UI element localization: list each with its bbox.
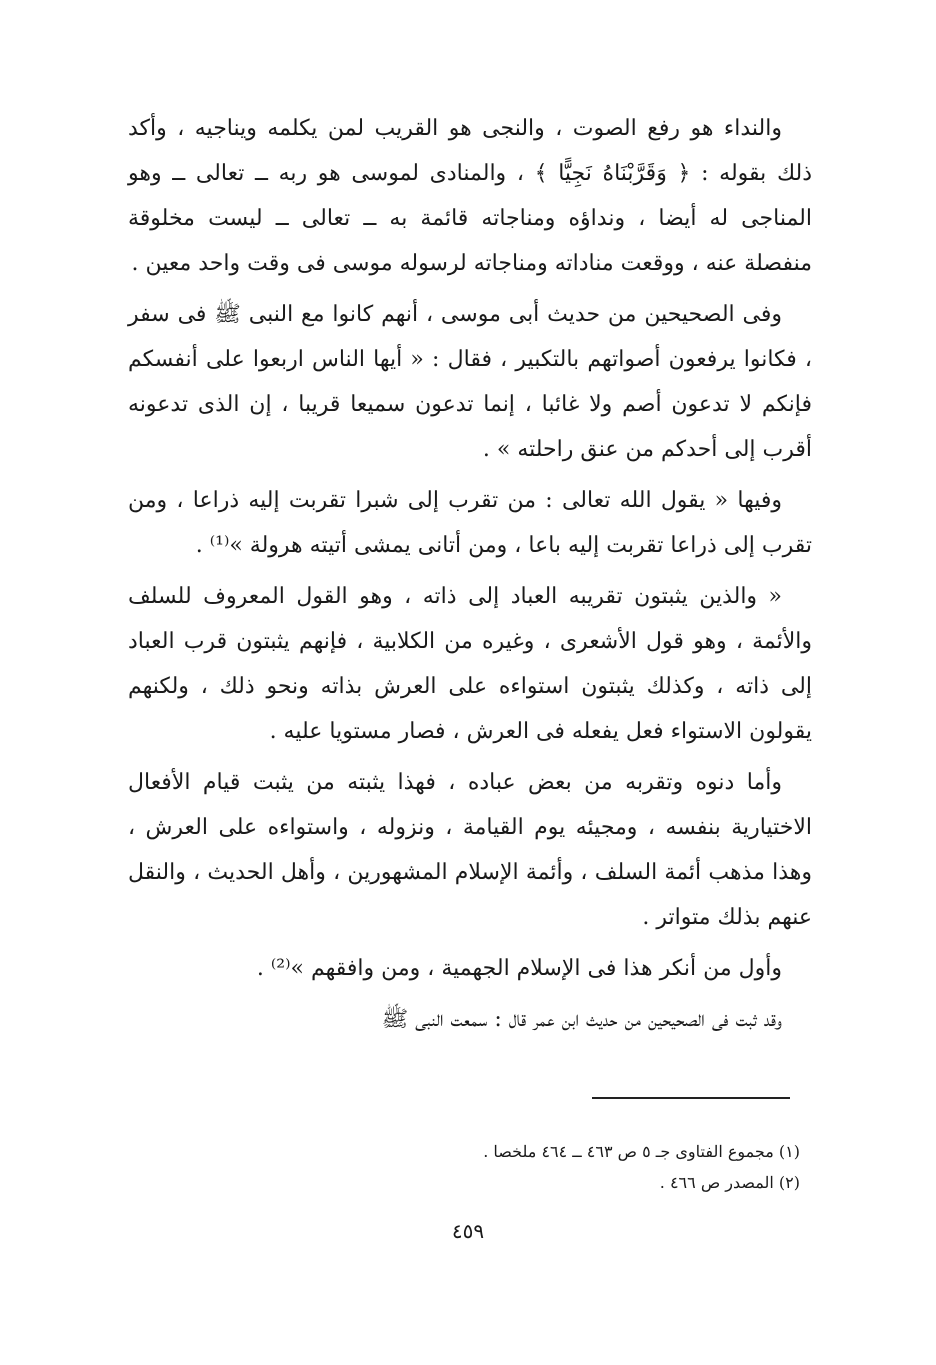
paragraph-1: والنداء هو رفع الصوت ، والنجى هو القريب لمن يكلمه ويناجيه ، وأكد ذلك بقوله : ﴿ وَقَرَّبْنَاهُ نَجِيًّا ﴾ ، والمنادى لموسى هو ربه ــ تعالى ــ وهو المناجى له أيضا ، ونداؤه ومناجاته قائمة به ــ تعالى ــ ليست مخلوقة منفصلة عنه ، ووقعت مناداته ومناجاته لرسوله موسى فى وقت واحد معين . [128, 116, 813, 276]
footnote-1: (١) مجموع الفتاوى جـ ٥ ص ٤٦٣ ــ ٤٦٤ ملخصا . [483, 1142, 800, 1161]
main-text [128, 106, 812, 1042]
paragraph-5: وأما دنوه وتقربه من بعض عباده ، فهذا يثبته من يثبت قيام الأفعال الاختيارية بنفسه ، ومجيئه يوم القيامة ، ونزوله ، واستواءه على العرش ، وهذا مذهب أئمة السلف ، وأئمة الإسلام المشهورين ، وأهل الحديث ، والنقل عنهم بذلك متواتر . [128, 770, 812, 930]
paragraph-3: وفيها « يقول الله تعالى : من تقرب إلى شبرا تقربت إليه ذراعا ، ومن تقرب إلى ذراعا تقربت إليه باعا ، ومن أتانى يمشى أتيته هرولة »⁽¹⁾ . [128, 488, 812, 558]
footnotes [360, 1136, 800, 1198]
paragraph-7: وقد ثبت فى الصحيحين من حديث ابن عمر قال : سمعت النبى ﷺ [381, 1007, 782, 1032]
paragraph-4: « والذين يثبتون تقريبه العباد إلى ذاته ، وهو القول المعروف للسلف والأئمة ، وهو قول الأشعرى ، وغيره من الكلابية ، فإنهم يثبتون قرب العباد إلى ذاته ، وكذلك يثبتون استواءه على العرش بذاته ونحو ذلك ، ولكنهم يقولون الاستواء فعل يفعله فى العرش ، فصار مستويا عليه . [128, 584, 812, 744]
paragraph-6: وأول من أنكر هذا فى الإسلام الجهمية ، ومن وافقهم »⁽²⁾ . [256, 956, 782, 981]
footnote-separator [592, 1097, 790, 1099]
footnote-2: (٢) المصدر ص ٤٦٦ . [659, 1173, 800, 1192]
page-number: ٤٥٩ [451, 1219, 485, 1243]
paragraph-2: وفى الصحيحين من حديث أبى موسى ، أنهم كانوا مع النبى ﷺ فى سفر ، فكانوا يرفعون أصواتهم بالتكبير ، فقال : « أيها الناس اربعوا على أنفسكم فإنكم لا تدعون أصم ولا غائبا ، إنما تدعون سميعا قريبا ، إن الذى تدعونه أقرب إلى أحدكم من عنق راحلته » . [128, 302, 812, 462]
